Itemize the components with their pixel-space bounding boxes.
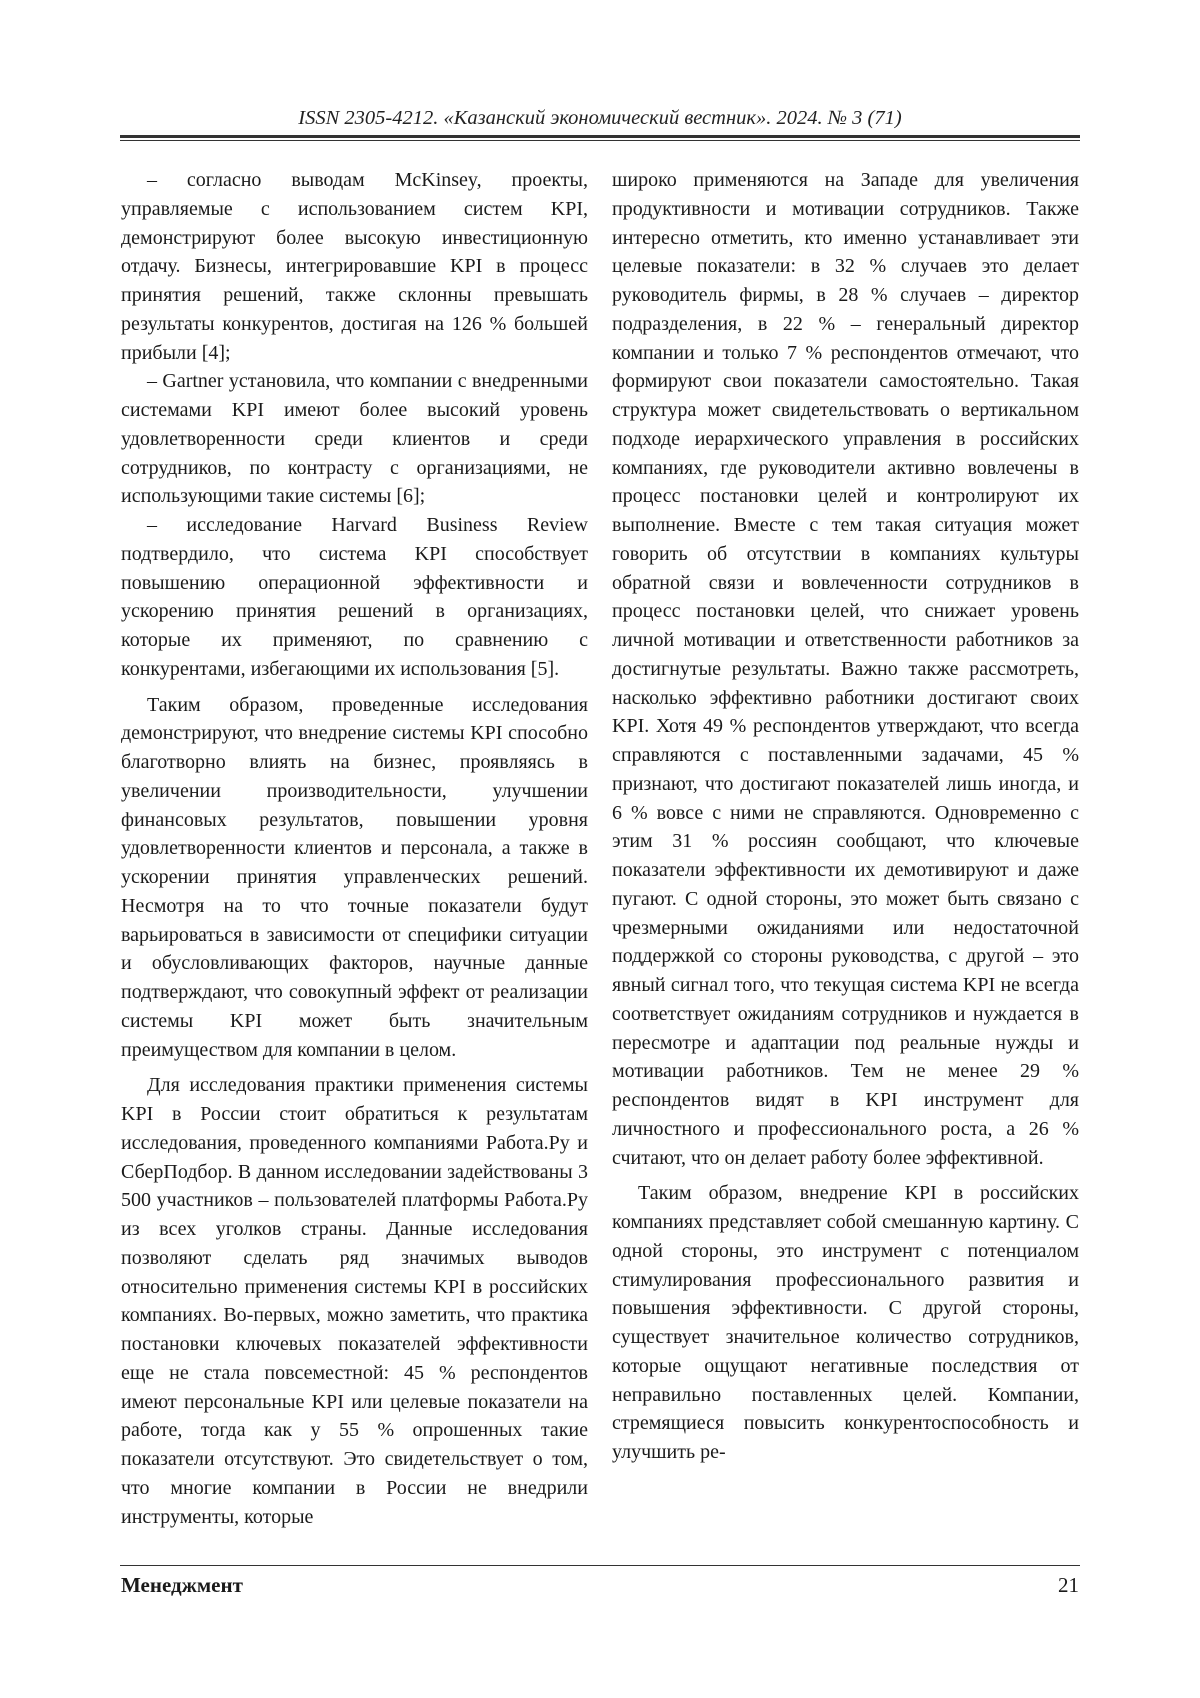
bullet-gartner: – Gartner установила, что компании с внедренными системами KPI имеют более высокий уровень удовлетворенности среди клиентов и среди сотрудников, по контрасту с организациями, не использующими такие системы [6];: [121, 370, 588, 508]
bullet-mckinsey: – согласно выводам McKinsey, проекты, управляемые с использованием систем KPI, демонстрируют более высокую инвестиционную отдачу. Бизнесы, интегрировавшие KPI в процесс принятия решений, также склонны превышать результаты конкурентов, достигая на 126 % большей прибыли [4];: [121, 169, 588, 364]
paragraph-russia-research: Для исследования практики применения системы KPI в России стоит обратиться к результатам исследования, проведенного компаниями Работа.Ру и СберПодбор. В данном исследовании задействованы 3 500 участников – пользователей платформы Работа.Ру из всех уголков страны. Данные исследования позволяют сделать ряд значимых выводов относительно применения системы KPI в российских компаниях. Во-первых, можно заметить, что практика постановки ключевых показателей эффективности еще не стала повсеместной: 45 % респондентов имеют персональные KPI или целевые показатели на работе, тогда как у 55 % опрошенных такие показатели отсутствуют. Это свидетельствует о том, что многие компании в России не внедрили инструменты, которые: [121, 1074, 588, 1528]
paragraph-mixed-picture: Таким образом, внедрение KPI в российских компаниях представляет собой смешанную картину. С одной стороны, это инструмент с потенциалом стимулирования профессионального развития и повышения эффективности. С другой стороны, существует значительное количество сотрудников, которые ощущают негативные последствия от неправильно поставленных целей. Компании, стремящиеся повысить конкурентоспособность и улучшить ре-: [612, 1182, 1079, 1463]
footer-section-title: Менеджмент: [121, 1573, 243, 1597]
bullet-harvard: – исследование Harvard Business Review подтвердило, что система KPI способствует повышению операционной эффективности и ускорению принятия решений в организациях, которые их применяют, по сравнению с конкурентами, избегающими их использования [5].: [121, 514, 588, 680]
left-column: [121, 166, 588, 1531]
journal-header: ISSN 2305-4212. «Казанский экономический вестник». 2024. № 3 (71): [298, 107, 902, 129]
paragraph-conclusion-studies: Таким образом, проведенные исследования демонстрируют, что внедрение системы KPI способно благотворно влиять на бизнес, проявляясь в увеличении производительности, улучшении финансовых результатов, повышении уровня удовлетворенности клиентов и персонала, а также в ускорении принятия управленческих решений. Несмотря на то что точные показатели будут варьироваться в зависимости от специфики ситуации и обусловливающих факторов, научные данные подтверждают, что совокупный эффект от реализации системы KPI может быть значительным преимуществом для компании в целом.: [121, 693, 588, 1061]
footer-rule: [120, 1565, 1080, 1566]
header-rule-thick: [120, 135, 1080, 138]
header-rule-thin: [120, 140, 1080, 141]
page-number: 21: [1058, 1573, 1079, 1597]
right-column: [612, 166, 1079, 1467]
paragraph-russia-continued: широко применяются на Западе для увеличения продуктивности и мотивации сотрудников. Также интересно отметить, кто именно устанавливает эти целевые показатели: в 32 % случаев это делает руководитель фирмы, в 28 % случаев – директор подразделения, в 22 % – генеральный директор компании и только 7 % респондентов отмечают, что формируют свои показатели самостоятельно. Такая структура может свидетельствовать о вертикальном подходе иерархического управления в российских компаниях, где руководители активно вовлечены в процесс постановки целей и контролируют их выполнение. Вместе с тем такая ситуация может говорить об отсутствии в компаниях культуры обратной связи и вовлеченности сотрудников в процесс постановки целей, что снижает уровень личной мотивации и ответственности работников за достигнутые результаты. Важно также рассмотреть, насколько эффективно работники достигают своих KPI. Хотя 49 % респондентов утверждают, что всегда справляются с поставленными задачами, 45 % признают, что достигают показателей лишь иногда, и 6 % вовсе с ними не справляются. Одновременно с этим 31 % россиян сообщают, что ключевые показатели эффективности их демотивируют и даже пугают. С одной стороны, это может быть связано с чрезмерными ожиданиями или недостаточной поддержкой со стороны руководства, с другой – это явный сигнал того, что текущая система KPI не всегда соответствует ожиданиям сотрудников и нуждается в пересмотре и адаптации под реальные нужды и мотивации работников. Тем не менее 29 % респондентов видят в KPI инструмент для личностного и профессионального роста, а 26 % считают, что он делает работу более эффективной.: [612, 169, 1079, 1169]
